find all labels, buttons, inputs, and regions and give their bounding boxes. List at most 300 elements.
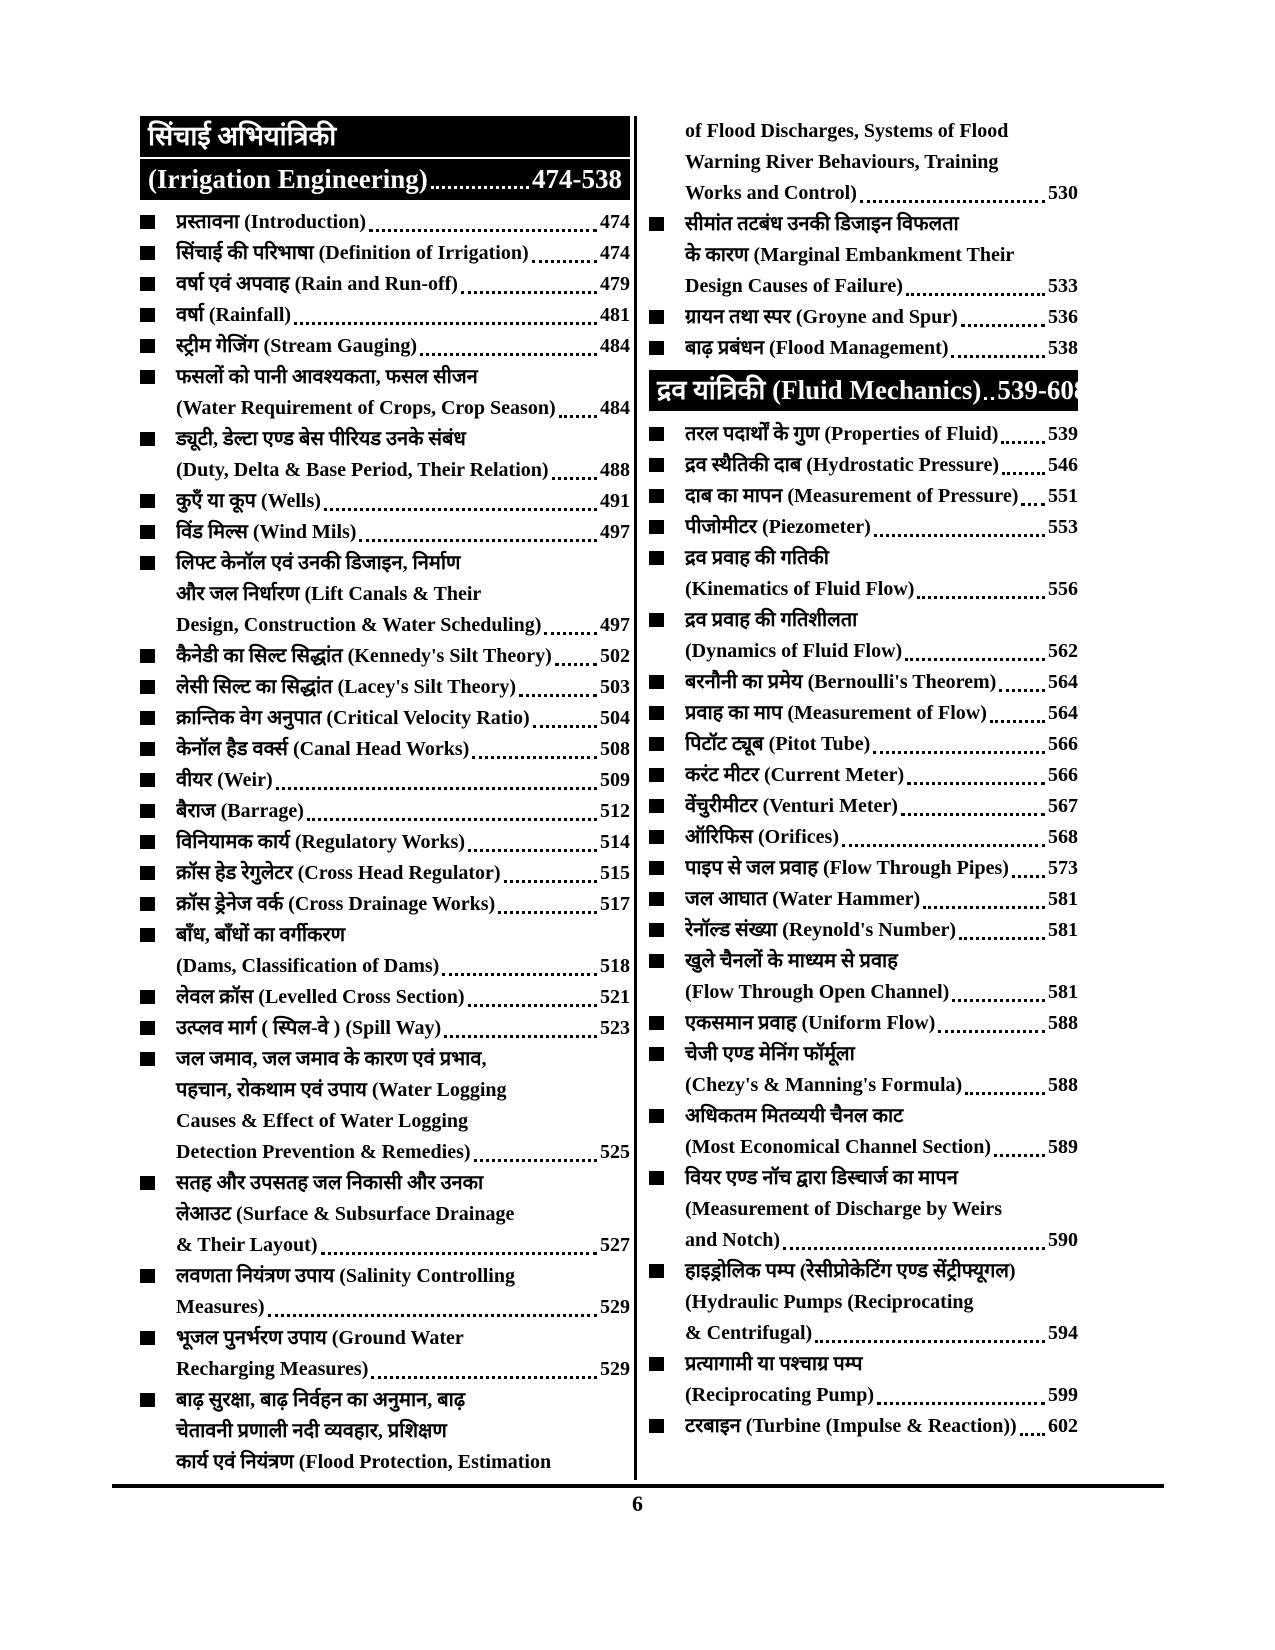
entry-text: पाइप से जल प्रवाह (Flow Through Pipes)	[685, 857, 1009, 879]
bullet-square-icon	[140, 339, 155, 353]
bullet-square-icon	[140, 928, 155, 942]
entry-line	[176, 455, 630, 486]
entry-text: (Chezy's & Manning's Formula)	[685, 1074, 963, 1096]
entry-line	[176, 734, 630, 765]
bullet-square-icon	[649, 892, 664, 906]
entry-line: लवणता नियंत्रण उपाय (Salinity Controlling	[176, 1265, 515, 1287]
entry-line: (Measurement of Discharge by Weirs	[685, 1198, 1002, 1220]
dot-leader	[1012, 875, 1045, 878]
entry-line: चेतावनी प्रणाली नदी व्यवहार, प्रशिक्षण	[176, 1420, 447, 1442]
entry-line: भूजल पुनर्भरण उपाय (Ground Water	[176, 1327, 464, 1349]
entry-page-number: 527	[600, 1234, 630, 1256]
entry-line: चेजी एण्ड मेनिंग फॉर्मूला	[685, 1043, 855, 1065]
entry-lines	[176, 238, 630, 269]
entry-text: बैराज (Barrage)	[176, 800, 304, 822]
entry-lines	[685, 946, 1078, 1008]
entry-line	[176, 207, 630, 238]
toc-entry	[649, 1039, 1078, 1101]
bullet-square-icon	[649, 799, 664, 813]
entry-page-number: 546	[1048, 454, 1078, 476]
entry-text: प्रवाह का माप (Measurement of Flow)	[685, 702, 987, 724]
section-title: द्रव यांत्रिकी (Fluid Mechanics)	[657, 375, 982, 405]
bullet-cell	[649, 116, 685, 209]
dot-leader	[294, 322, 597, 325]
bullet-cell	[140, 858, 176, 889]
dot-leader	[461, 291, 597, 294]
dot-leader	[901, 813, 1045, 816]
dot-leader	[519, 694, 597, 697]
toc-entry	[140, 1044, 630, 1168]
toc-entry	[140, 548, 630, 641]
toc-entry	[140, 424, 630, 486]
bullet-cell	[649, 605, 685, 667]
entry-line: सीमांत तटबंध उनकी डिजाइन विफलता	[685, 213, 959, 235]
entry-lines	[176, 641, 630, 672]
toc-entry	[649, 1008, 1078, 1039]
entry-line: बाढ़ सुरक्षा, बाढ़ निर्वहन का अनुमान, बाढ़	[176, 1389, 466, 1411]
bullet-cell	[140, 207, 176, 238]
toc-entry	[649, 333, 1078, 364]
toc-entry	[649, 1163, 1078, 1256]
bullet-cell	[649, 1163, 685, 1256]
entry-lines	[685, 760, 1078, 791]
entry-line	[685, 760, 1078, 791]
entry-lines	[685, 1256, 1078, 1349]
entry-line	[176, 858, 630, 889]
bullet-square-icon	[649, 1357, 664, 1371]
bullet-square-icon	[140, 649, 155, 663]
entry-line: जल जमाव, जल जमाव के कारण एवं प्रभाव,	[176, 1048, 487, 1070]
bullet-cell	[140, 703, 176, 734]
entry-line	[176, 951, 630, 982]
entry-lines	[176, 269, 630, 300]
toc-entry	[140, 1385, 630, 1478]
entry-page-number: 594	[1048, 1322, 1078, 1344]
section-title: सिंचाई अभियांत्रिकी	[148, 121, 337, 151]
entry-text: (Kinematics of Fluid Flow)	[685, 578, 915, 600]
toc-entry	[140, 858, 630, 889]
entry-line	[176, 300, 630, 331]
entry-page-number: 481	[600, 304, 630, 326]
entry-page-number: 581	[1048, 888, 1078, 910]
entry-lines	[685, 667, 1078, 698]
entry-page-number: 512	[600, 800, 630, 822]
bullet-cell	[140, 517, 176, 548]
entry-text: (Dams, Classification of Dams)	[176, 955, 440, 977]
bullet-square-icon	[649, 217, 664, 231]
toc-entry	[140, 517, 630, 548]
toc-entry	[649, 698, 1078, 729]
entry-line	[685, 884, 1078, 915]
entry-page-number: 523	[600, 1017, 630, 1039]
dot-leader	[468, 1004, 597, 1007]
dot-leader	[369, 229, 597, 232]
dot-leader	[905, 658, 1045, 661]
entry-page-number: 497	[600, 614, 630, 636]
entry-text: Design, Construction & Water Scheduling)	[176, 614, 542, 636]
entry-lines	[176, 548, 630, 641]
entry-lines	[685, 302, 1078, 333]
entry-line	[685, 333, 1078, 364]
dot-leader	[544, 632, 597, 635]
bullet-square-icon	[649, 1171, 664, 1185]
entry-line	[685, 698, 1078, 729]
bullet-cell	[649, 543, 685, 605]
bullet-cell	[140, 641, 176, 672]
entry-page-number: 589	[1048, 1136, 1078, 1158]
bullet-square-icon	[140, 246, 155, 260]
bullet-square-icon	[140, 1393, 155, 1407]
dot-leader	[359, 539, 597, 542]
bullet-square-icon	[649, 1109, 664, 1123]
toc-column-left	[140, 116, 634, 1480]
bullet-square-icon	[140, 773, 155, 787]
toc-entry	[140, 1168, 630, 1261]
entry-lines	[685, 1039, 1078, 1101]
bullet-cell	[649, 698, 685, 729]
entry-page-number: 497	[600, 521, 630, 543]
bullet-square-icon	[140, 432, 155, 446]
bullet-cell	[649, 1349, 685, 1411]
dot-leader	[555, 663, 597, 666]
dot-leader	[873, 751, 1045, 754]
dot-leader	[860, 200, 1045, 203]
entry-text: विनियामक कार्य (Regulatory Works)	[176, 831, 465, 853]
toc-entry	[649, 822, 1078, 853]
bullet-cell	[140, 269, 176, 300]
bullet-square-icon	[140, 835, 155, 849]
entry-page-number: 568	[1048, 826, 1078, 848]
entry-lines	[176, 1168, 630, 1261]
entry-line: अधिकतम मितव्ययी चैनल काट	[685, 1105, 904, 1127]
entry-line	[685, 667, 1078, 698]
toc-entry	[140, 486, 630, 517]
toc-entry	[649, 605, 1078, 667]
bullet-cell	[140, 1323, 176, 1385]
dot-leader	[999, 689, 1045, 692]
entry-page-number: 509	[600, 769, 630, 791]
toc-entry	[649, 729, 1078, 760]
bullet-square-icon	[140, 370, 155, 384]
bullet-cell	[649, 450, 685, 481]
entry-page-number: 529	[600, 1358, 630, 1380]
entry-lines	[685, 1163, 1078, 1256]
toc-content	[140, 116, 1088, 1480]
entry-text: & Centrifugal)	[685, 1322, 813, 1344]
dot-leader	[877, 1402, 1045, 1405]
bullet-square-icon	[649, 341, 664, 355]
entry-line: प्रत्यागामी या पश्चाग्र पम्प	[685, 1353, 863, 1375]
entry-text: बरनौनी का प्रमेय (Bernoulli's Theorem)	[685, 671, 997, 693]
toc-entry	[649, 481, 1078, 512]
bullet-square-icon	[649, 613, 664, 627]
dot-leader	[307, 818, 597, 821]
dot-leader	[504, 880, 597, 883]
entry-lines	[176, 734, 630, 765]
entry-line	[685, 1132, 1078, 1163]
bullet-cell	[140, 1013, 176, 1044]
bullet-cell	[649, 209, 685, 302]
entry-line	[685, 791, 1078, 822]
entry-line: के कारण (Marginal Embankment Their	[685, 244, 1015, 266]
dot-leader	[559, 415, 597, 418]
entry-line: हाइड्रोलिक पम्प (रेसीप्रोकेटिंग एण्ड सेंट्रीफ्यूगल)	[685, 1260, 1016, 1282]
entry-line	[685, 574, 1078, 605]
dot-leader	[923, 906, 1045, 909]
dot-leader	[906, 293, 1045, 296]
entry-line	[685, 1380, 1078, 1411]
bullet-cell	[140, 982, 176, 1013]
entry-page-number: 539	[1048, 423, 1078, 445]
toc-entry	[140, 703, 630, 734]
bullet-cell	[649, 512, 685, 543]
toc-entry	[649, 419, 1078, 450]
entry-line: कार्य एवं नियंत्रण (Flood Protection, Estimation	[176, 1451, 552, 1473]
entry-text: ग्रायन तथा स्पर (Groyne and Spur)	[685, 306, 958, 328]
bullet-square-icon	[649, 675, 664, 689]
entry-text: प्रस्तावना (Introduction)	[176, 211, 367, 233]
dot-leader	[1001, 441, 1045, 444]
toc-entry	[140, 1261, 630, 1323]
entry-text: (Reciprocating Pump)	[685, 1384, 875, 1406]
bullet-cell	[140, 486, 176, 517]
entry-lines	[176, 858, 630, 889]
bullet-cell	[649, 822, 685, 853]
entry-lines	[176, 1044, 630, 1168]
bullet-cell	[140, 920, 176, 982]
entry-line: of Flood Discharges, Systems of Flood	[685, 120, 1009, 142]
bullet-square-icon	[649, 923, 664, 937]
bullet-cell	[649, 667, 685, 698]
entry-page-number: 566	[1048, 764, 1078, 786]
entry-lines	[176, 920, 630, 982]
toc-entry	[649, 946, 1078, 1008]
bullet-square-icon	[140, 494, 155, 508]
entry-lines	[176, 889, 630, 920]
bullet-square-icon	[649, 1264, 664, 1278]
entry-lines	[176, 207, 630, 238]
entry-text: क्रॉस ड्रेनेज वर्क (Cross Drainage Works)	[176, 893, 496, 915]
entry-lines	[176, 1323, 630, 1385]
entry-page-number: 567	[1048, 795, 1078, 817]
entry-page-number: 581	[1048, 981, 1078, 1003]
entry-line	[176, 517, 630, 548]
entry-line	[685, 302, 1078, 333]
entry-text: द्रव स्थैतिकी दाब (Hydrostatic Pressure)	[685, 454, 999, 476]
bullet-square-icon	[140, 525, 155, 539]
bullet-square-icon	[140, 866, 155, 880]
entry-line	[176, 765, 630, 796]
entry-line: बाँध, बाँधों का वर्गीकरण	[176, 924, 346, 946]
entry-text: स्ट्रीम गेजिंग (Stream Gauging)	[176, 335, 418, 357]
bullet-cell	[649, 884, 685, 915]
bullet-cell	[649, 729, 685, 760]
entry-lines	[685, 853, 1078, 884]
bullet-square-icon	[649, 520, 664, 534]
bullet-square-icon	[140, 556, 155, 570]
entry-text: (Flow Through Open Channel)	[685, 981, 950, 1003]
entry-line	[685, 1318, 1078, 1349]
section-page-range: 474-538	[532, 164, 622, 194]
entry-line	[685, 450, 1078, 481]
entry-text: ऑरिफिस (Orifices)	[685, 826, 840, 848]
dot-leader	[783, 1247, 1045, 1250]
entry-text: Design Causes of Failure)	[685, 275, 903, 297]
entry-lines	[685, 450, 1078, 481]
entry-line: ड्यूटी, डेल्टा एण्ड बेस पीरियड उनके संबंध	[176, 428, 466, 450]
dot-leader	[951, 355, 1045, 358]
entry-text: कुएँ या कूप (Wells)	[176, 490, 321, 512]
entry-line	[685, 853, 1078, 884]
bullet-cell	[140, 1044, 176, 1168]
entry-line	[176, 982, 630, 1013]
entry-text: क्रॉस हेड रेगुलेटर (Cross Head Regulator)	[176, 862, 501, 884]
dot-leader	[959, 937, 1045, 940]
toc-entry	[140, 331, 630, 362]
dot-leader	[420, 353, 597, 356]
toc-entry	[140, 672, 630, 703]
section-header-row	[140, 159, 630, 200]
dot-leader	[961, 324, 1045, 327]
entry-lines	[176, 765, 630, 796]
entry-text: Recharging Measures)	[176, 1358, 369, 1380]
toc-entry	[649, 884, 1078, 915]
entry-page-number: 474	[600, 242, 630, 264]
entry-line	[176, 269, 630, 300]
entry-lines	[685, 915, 1078, 946]
bullet-cell	[649, 1008, 685, 1039]
entry-lines	[685, 512, 1078, 543]
entry-lines	[685, 543, 1078, 605]
footer-rule	[112, 1484, 1164, 1488]
toc-entry	[649, 1411, 1078, 1442]
dot-leader	[532, 260, 597, 263]
entry-line	[176, 672, 630, 703]
toc-entry	[649, 450, 1078, 481]
bullet-cell	[140, 796, 176, 827]
entry-line: Causes & Effect of Water Logging	[176, 1110, 469, 1132]
entry-page-number: 551	[1048, 485, 1078, 507]
entry-line	[685, 1411, 1078, 1442]
entry-line	[176, 1137, 630, 1168]
bullet-cell	[649, 1039, 685, 1101]
toc-entry	[649, 667, 1078, 698]
entry-lines	[176, 331, 630, 362]
toc-entry	[649, 543, 1078, 605]
entry-text: (Duty, Delta & Base Period, Their Relation)	[176, 459, 549, 481]
toc-entry	[649, 1349, 1078, 1411]
section-header	[140, 116, 630, 200]
entry-text: लेवल क्रॉस (Levelled Cross Section)	[176, 986, 465, 1008]
entry-page-number: 556	[1048, 578, 1078, 600]
entry-page-number: 536	[1048, 306, 1078, 328]
entry-line	[685, 977, 1078, 1008]
bullet-cell	[649, 1256, 685, 1349]
toc-entry	[649, 760, 1078, 791]
bullet-cell	[140, 889, 176, 920]
section-header-row	[649, 370, 1088, 411]
entry-line: खुले चैनलों के माध्यम से प्रवाह	[685, 950, 898, 972]
entry-page-number: 502	[600, 645, 630, 667]
entry-lines	[685, 1411, 1078, 1442]
entry-text: वर्षा (Rainfall)	[176, 304, 292, 326]
bullet-cell	[140, 734, 176, 765]
dot-leader	[1021, 503, 1045, 506]
entry-page-number: 521	[600, 986, 630, 1008]
entry-lines	[176, 517, 630, 548]
entry-text: एकसमान प्रवाह (Uniform Flow)	[685, 1012, 936, 1034]
entry-page-number: 504	[600, 707, 630, 729]
dot-leader	[1020, 1433, 1045, 1436]
entry-line	[176, 393, 630, 424]
entry-line	[685, 178, 1078, 209]
entry-lines	[176, 1013, 630, 1044]
bullet-square-icon	[140, 711, 155, 725]
dot-leader	[815, 1340, 1045, 1343]
bullet-square-icon	[649, 427, 664, 441]
entry-line: Warning River Behaviours, Training	[685, 151, 999, 173]
entry-lines	[685, 884, 1078, 915]
toc-entry	[649, 1101, 1078, 1163]
entry-page-number: 529	[600, 1296, 630, 1318]
entry-line	[685, 1070, 1078, 1101]
entry-line	[685, 729, 1078, 760]
bullet-square-icon	[649, 310, 664, 324]
toc-entry	[140, 269, 630, 300]
entry-page-number: 588	[1048, 1012, 1078, 1034]
entry-line	[685, 1225, 1078, 1256]
entry-text: वीयर (Weir)	[176, 769, 273, 791]
dot-leader	[984, 397, 994, 400]
bullet-square-icon	[649, 489, 664, 503]
entry-lines	[176, 1385, 630, 1478]
dot-leader	[990, 720, 1045, 723]
entry-page-number: 474	[600, 211, 630, 233]
entry-line: फसलों को पानी आवश्यकता, फसल सीजन	[176, 366, 478, 388]
toc-entry	[140, 827, 630, 858]
bullet-cell	[649, 302, 685, 333]
entry-line	[685, 636, 1078, 667]
bullet-square-icon	[649, 737, 664, 751]
toc-entry	[649, 209, 1078, 302]
dot-leader	[472, 756, 597, 759]
toc-entry	[649, 116, 1078, 209]
dot-leader	[917, 596, 1045, 599]
entry-line	[176, 641, 630, 672]
entry-line	[685, 481, 1078, 512]
entry-text: लेसी सिल्ट का सिद्धांत (Lacey's Silt Theory)	[176, 676, 517, 698]
dot-leader	[874, 534, 1045, 537]
entry-page-number: 514	[600, 831, 630, 853]
entry-line	[685, 915, 1078, 946]
entry-lines	[685, 1101, 1078, 1163]
toc-entry	[140, 1013, 630, 1044]
dot-leader	[533, 725, 597, 728]
bullet-square-icon	[649, 706, 664, 720]
bullet-square-icon	[140, 308, 155, 322]
entry-line	[176, 1013, 630, 1044]
entry-page-number: 479	[600, 273, 630, 295]
entry-line	[685, 419, 1078, 450]
bullet-cell	[649, 1411, 685, 1442]
bullet-cell	[649, 419, 685, 450]
bullet-cell	[140, 672, 176, 703]
toc-entry	[140, 1323, 630, 1385]
toc-entry	[140, 641, 630, 672]
bullet-square-icon	[140, 1052, 155, 1066]
dot-leader	[474, 1159, 597, 1162]
section-header-row	[140, 116, 630, 159]
